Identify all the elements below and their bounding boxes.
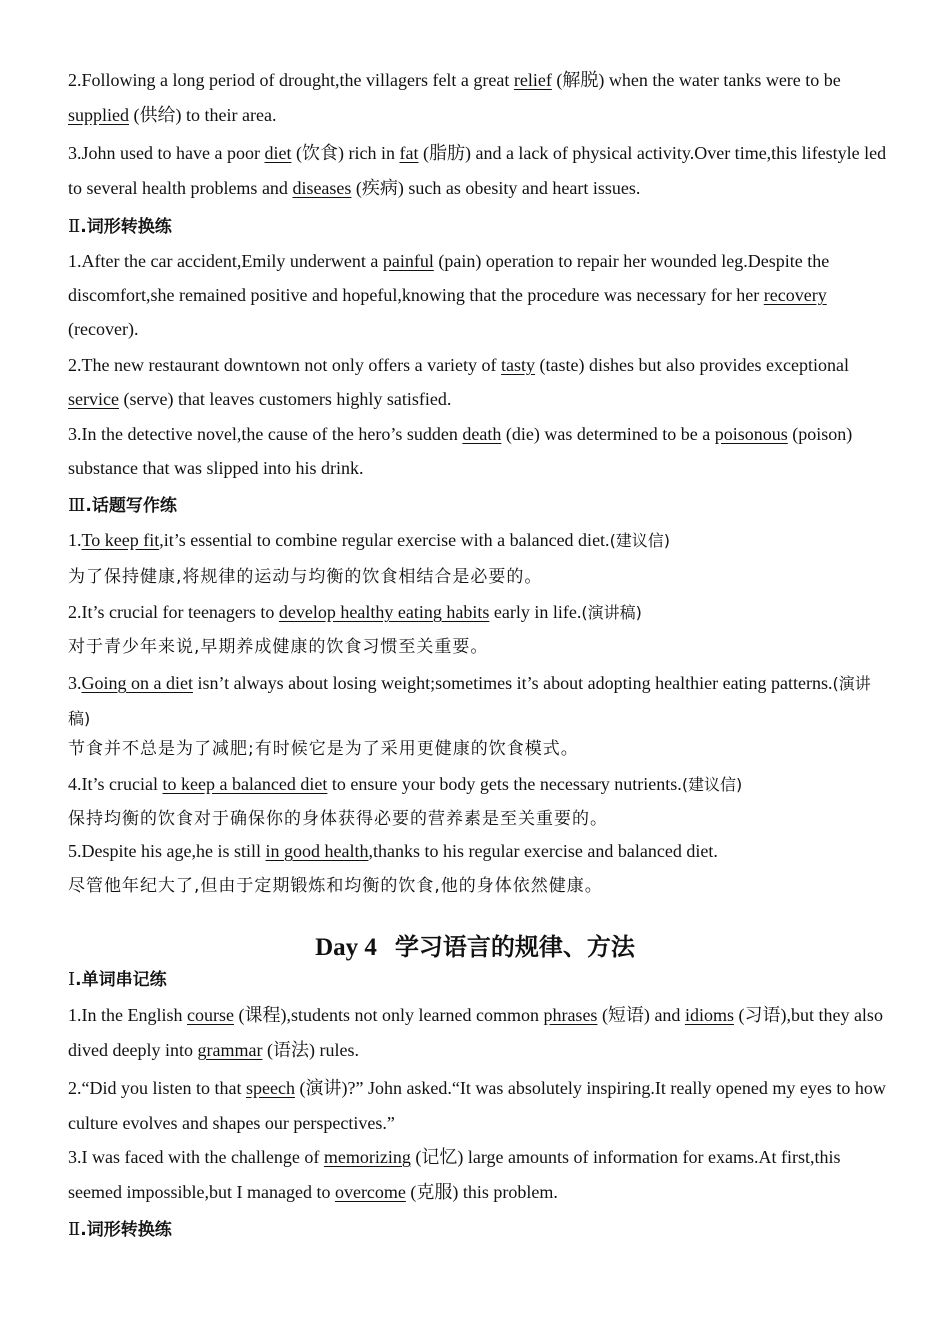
chinese-translation-2: 对于青少年来说,早期养成健康的饮食习惯至关重要。 bbox=[68, 637, 489, 657]
answer-word: fat bbox=[399, 143, 419, 163]
section-heading-word-forms: Ⅱ.词形转换练 bbox=[68, 216, 172, 237]
exercise-sentence-b2: 2.The new restaurant downtown not only offers a variety of tasty (taste) dishes but also provides exceptional service (serve) that leaves customers highly satisfied. bbox=[68, 355, 849, 409]
section-heading-word-chain: Ⅰ.单词串记练 bbox=[68, 969, 167, 990]
exercise-sentence-d3: 3.I was faced with the challenge of memorizing (记忆) large amounts of information for exams.At first,this seemed impossible,but I managed to overcome (克服) this problem. bbox=[68, 1147, 841, 1202]
section-heading-word-forms-day4: Ⅱ.词形转换练 bbox=[68, 1219, 172, 1240]
answer-word: phrases bbox=[543, 1005, 598, 1025]
exercise-sentence-d1: 1.In the English course (课程),students not only learned common phrases (短语) and idioms (习语),but they also dived deeply into grammar (语法) rules. bbox=[68, 1005, 883, 1060]
day-number: Day 4 bbox=[315, 934, 377, 961]
day-topic: 学习语言的规律、方法 bbox=[394, 933, 635, 961]
answer-word: poisonous bbox=[714, 424, 788, 444]
answer-word: supplied bbox=[68, 105, 129, 125]
chinese-translation-4: 保持均衡的饮食对于确保你的身体获得必要的营养素是至关重要的。 bbox=[68, 809, 608, 829]
answer-word: relief bbox=[513, 70, 552, 90]
answer-word: death bbox=[462, 424, 502, 444]
exercise-sentence-a2: 2.Following a long period of drought,the villagers felt a great relief (解脱) when the water tanks were to be supplied (供给) to their area. bbox=[68, 70, 841, 125]
answer-word: speech bbox=[245, 1078, 295, 1098]
answer-word: diseases bbox=[292, 178, 352, 198]
answer-word: idioms bbox=[684, 1005, 734, 1025]
chinese-translation-5: 尽管他年纪大了,但由于定期锻炼和均衡的饮食,他的身体依然健康。 bbox=[68, 876, 603, 896]
key-phrase: to keep a balanced diet bbox=[162, 774, 328, 794]
answer-word: tasty bbox=[501, 355, 536, 375]
answer-word: grammar bbox=[197, 1040, 263, 1060]
key-phrase: in good health bbox=[265, 841, 369, 861]
writing-sentence-1: 1.To keep fit,it’s essential to combine regular exercise with a balanced diet.(建议信) bbox=[68, 530, 671, 550]
section-heading-topic-writing: Ⅲ.话题写作练 bbox=[68, 495, 177, 516]
key-phrase: Going on a diet bbox=[81, 673, 193, 693]
genre-note: (演讲稿) bbox=[581, 603, 642, 622]
chinese-translation-3: 节食并不总是为了减肥;有时候它是为了采用更健康的饮食模式。 bbox=[68, 739, 579, 759]
chinese-translation-1: 为了保持健康,将规律的运动与均衡的饮食相结合是必要的。 bbox=[68, 567, 543, 587]
key-phrase: To keep fit bbox=[81, 530, 160, 550]
writing-sentence-3: 3.Going on a diet isn’t always about losing weight;sometimes it’s about adopting healthier eating patterns.(演讲稿) bbox=[68, 673, 871, 728]
writing-sentence-2: 2.It’s crucial for teenagers to develop healthy eating habits early in life.(演讲稿) bbox=[68, 602, 642, 622]
answer-word: painful bbox=[382, 251, 434, 271]
answer-word: overcome bbox=[334, 1182, 406, 1202]
exercise-sentence-a3: 3.John used to have a poor diet (饮食) rich in fat (脂肪) and a lack of physical activity.Over time,this lifestyle led to several health problems and diseases (疾病) such as obesity and heart issues. bbox=[68, 143, 887, 198]
exercise-sentence-b3: 3.In the detective novel,the cause of the hero’s sudden death (die) was determined to be a poisonous (poison) substance that was slipped into his drink. bbox=[68, 424, 853, 478]
genre-note: (建议信) bbox=[681, 775, 743, 794]
key-phrase: develop healthy eating habits bbox=[278, 602, 490, 622]
answer-word: service bbox=[68, 389, 119, 409]
genre-note: (建议信) bbox=[609, 531, 671, 550]
genre-note: (演讲稿) bbox=[68, 674, 871, 728]
answer-word: recovery bbox=[763, 285, 827, 305]
exercise-sentence-b1: 1.After the car accident,Emily underwent a painful (pain) operation to repair her wounded leg.Despite the discomfort,she remained positive and hopeful,knowing that the procedure was necessary for her recovery (recover). bbox=[68, 251, 830, 339]
exercise-sentence-d2: 2.“Did you listen to that speech (演讲)?” John asked.“It was absolutely inspiring.It really opened my eyes to how culture evolves and shapes our perspectives.” bbox=[68, 1078, 886, 1133]
answer-word: diet bbox=[264, 143, 292, 163]
day-title bbox=[0, 930, 950, 965]
writing-sentence-5: 5.Despite his age,he is still in good health,thanks to his regular exercise and balanced diet. bbox=[68, 841, 718, 861]
answer-word: course bbox=[187, 1005, 234, 1025]
writing-sentence-4: 4.It’s crucial to keep a balanced diet to ensure your body gets the necessary nutrients.(建议信) bbox=[68, 774, 743, 794]
answer-word: memorizing bbox=[323, 1147, 411, 1167]
